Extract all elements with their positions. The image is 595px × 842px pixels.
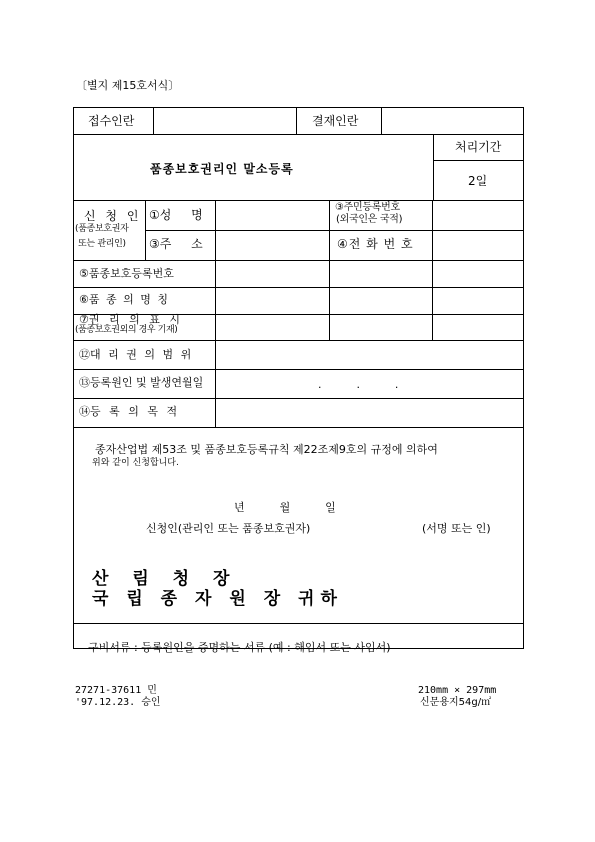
address-field[interactable] bbox=[216, 231, 328, 259]
variety-name-field[interactable] bbox=[216, 288, 523, 313]
name-field[interactable] bbox=[216, 201, 328, 229]
applicant-sub-2: 또는 관리인) bbox=[78, 239, 126, 249]
applicant-sub-1: (품종보호권자 bbox=[75, 224, 129, 234]
date-line: 년 월 일 bbox=[234, 501, 336, 514]
statement-line-2: 위와 같이 신청합니다. bbox=[92, 458, 179, 468]
rights-note: (품종보호권외의 경우 기재) bbox=[75, 325, 178, 335]
phone-field[interactable] bbox=[433, 231, 523, 259]
purpose-field[interactable] bbox=[216, 399, 523, 426]
reg-no-field[interactable] bbox=[216, 261, 523, 286]
processing-period-value: 2일 bbox=[468, 174, 488, 188]
phone-label: ④전 화 번 호 bbox=[337, 237, 414, 251]
rights-label: ⑦권 리 의 표 시 bbox=[79, 313, 180, 326]
form-number-header: 〔별지 제15호서식〕 bbox=[76, 79, 180, 92]
agent-scope-field[interactable] bbox=[216, 341, 523, 368]
agent-scope-label: ⑫대 리 권 의 범 위 bbox=[79, 348, 192, 361]
variety-name-label: ⑥품 종 의 명 칭 bbox=[79, 293, 168, 306]
recipient-forest-service: 산 림 청 장 bbox=[92, 569, 239, 589]
rights-field[interactable] bbox=[216, 315, 523, 339]
resident-no-label: ③주민등록번호 bbox=[335, 202, 400, 213]
recipient-seed-service: 국 립 종 자 원 장 귀하 bbox=[92, 589, 343, 609]
footer-paper-type: 신문용지54g/㎡ bbox=[420, 697, 492, 708]
cause-date-label: ⑬등록원인 및 발생연월일 bbox=[79, 376, 204, 389]
receipt-label: 접수인란 bbox=[88, 114, 135, 128]
name-label: ①성 명 bbox=[149, 208, 203, 222]
form-title: 품종보호권리인 말소등록 bbox=[150, 162, 294, 176]
resident-no-field[interactable] bbox=[433, 201, 523, 229]
statement-line-1: 종자산업법 제53조 및 품종보호등록규칙 제22조제9호의 규정에 의하여 bbox=[95, 443, 438, 456]
signature-label: (서명 또는 인) bbox=[422, 522, 491, 535]
signer-label: 신청인(관리인 또는 품종보호권자) bbox=[146, 522, 311, 535]
purpose-label: ⑭등 록 의 목 적 bbox=[79, 405, 178, 418]
receipt-stamp-field[interactable] bbox=[154, 108, 295, 133]
footer-paper-size: 210mm × 297mm bbox=[418, 685, 497, 696]
processing-period-label: 처리기간 bbox=[455, 140, 502, 154]
footer-approval-date: '97.12.23. 승인 bbox=[75, 697, 161, 708]
date-dots: . . . bbox=[318, 378, 399, 391]
attachments-note: 구비서류 : 등록원인을 증명하는 서류 (예 : 해임서 또는 사임서) bbox=[88, 641, 391, 654]
applicant-label: 신 청 인 bbox=[84, 209, 142, 223]
approval-stamp-field[interactable] bbox=[382, 108, 523, 133]
approval-label: 결재인란 bbox=[312, 114, 359, 128]
reg-no-label: ⑤품종보호등록번호 bbox=[79, 267, 174, 280]
cause-date-field[interactable] bbox=[216, 370, 523, 397]
nationality-label: (외국인은 국적) bbox=[336, 214, 403, 225]
address-label: ③주 소 bbox=[149, 237, 203, 251]
footer-form-no: 27271-37611 민 bbox=[75, 685, 157, 696]
